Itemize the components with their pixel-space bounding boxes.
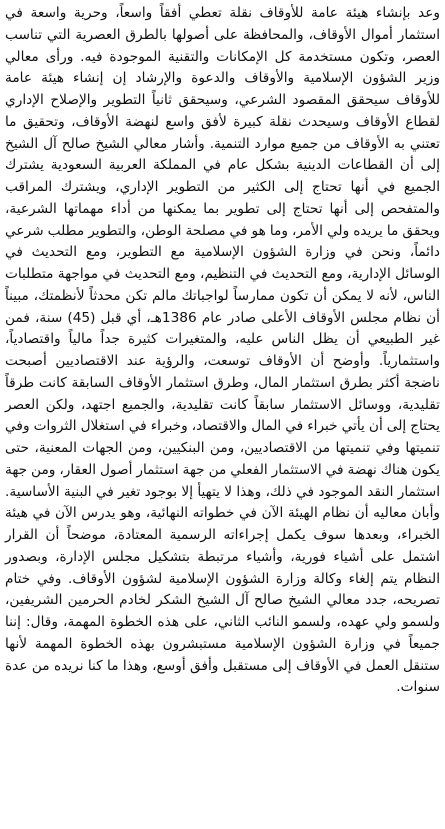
article-body-text: وعد بإنشاء هيئة عامة للأوقاف نقلة تعطي أفقاً واسعاً، وحرية واسعة في استثمار أموال الأوقاف، والمحافظة على أصولها بالطرق العصرية التي تناسب العصر، وتكون مستخدمة كل الإمكانات والتقنية الموجودة فيه. ورأى معالي وزير الشؤون الإسلامية والأوقاف والدعوة والإرشاد إن إنشاء هيئة عامة للأوقاف سيحقق المقصود الشرعي، وسيحقق ثانياً التطوير والإصلاح الإداري لقطاع الأوقاف وسيحدث نقلة كبيرة لأفق واسع لنهضة الأوقاف، وتحقيق ما تعتني به الأوقاف من جميع موارد التنمية. وأشار معالي الشيخ صالح آل الشيخ إلى أن القطاعات الدينية بشكل عام في المملكة العربية السعودية يشترك الجميع في أنها تحتاج إلى الكثير من التطوير الإداري، ويشترك المراقب والمتفحص إلى أنها تحتاج إلى تطوير بما يمكنها من أداء مهماتها الشرعية، ويحقق ما يريده ولي الأمر، وما هو في مصلحة الوطن، والتطوير مطلب شرعي دائماً، ونحن في وزارة الشؤون الإسلامية مع التطوير، ومع التحديث في الوسائل الإدارية، ومع التحديث في التنظيم، ومع التحديث في مواجهة متطلبات الناس، لأنه لا يمكن أن تكون ممارساً لواجباتك مالم تكن محدثاً لأنظمتك، مبيناً أن نظام مجلس الأوقاف الأعلى صادر عام 1386هـ، أي قبل (45) سنة، فمن غير الطبيعي أن يظل الناس عليه، والمتغيرات كثيرة جداً مالياً واقتصادياً، واستثمارياً. وأوضح أن الأوقاف توسعت، والرؤية عند الاقتصاديين أصبحت ناضجة أكثر بطرق استثمار المال، وطرق استثمار الأوقاف السابقة كانت طرقاً تقليدية، ووسائل الاستثمار سابقاً كانت تقليدية، والجميع اجتهد، ولكن العصر يحتاج إلى أن يأتي خبراء في المال والاقتصاد، وخبراء في استغلال الثروات وفي تنميتها وفي تنميتها من الاقتصاديين، ومن البنكيين، ومن الجهات المعنية، حتى يكون هناك نهضة في الاستثمار الفعلي من جهة استثمار أصول العقار، ومن جهة استثمار النقد الموجود في ذلك، وهذا لا يتهيأ إلا بوجود تغير في البنية الأساسية. وأبان معاليه أن نظام الهيئة الآن في خطواته النهائية، وهو يدرس الآن في هيئة الخبراء، وبعدها سوف يكمل إجراءاته الرسمية المعتادة، موضحاً أن القرار اشتمل على أشياء فورية، وأشياء مرتبطة بتشكيل مجلس الإدارة، وبصدور النظام يتم إلغاء وكالة وزارة الشؤون الإسلامية لشؤون الأوقاف. وفي ختام تصريحه، جدد معالي الشيخ صالح آل الشيخ الشكر لخادم الحرمين الشريفين، ولسمو ولي عهده، ولسمو النائب الثاني، على هذه الخطوة المهمة، وقال: إننا جميعاً في وزارة الشؤون الإسلامية مستبشرون بهذه الخطوة المهمة لأنها ستنقل العمل في الأوقاف إلى مستقبل وأفق أوسع، وهذا ما كنا نريده من عدة سنوات.	[5, 5, 440, 696]
